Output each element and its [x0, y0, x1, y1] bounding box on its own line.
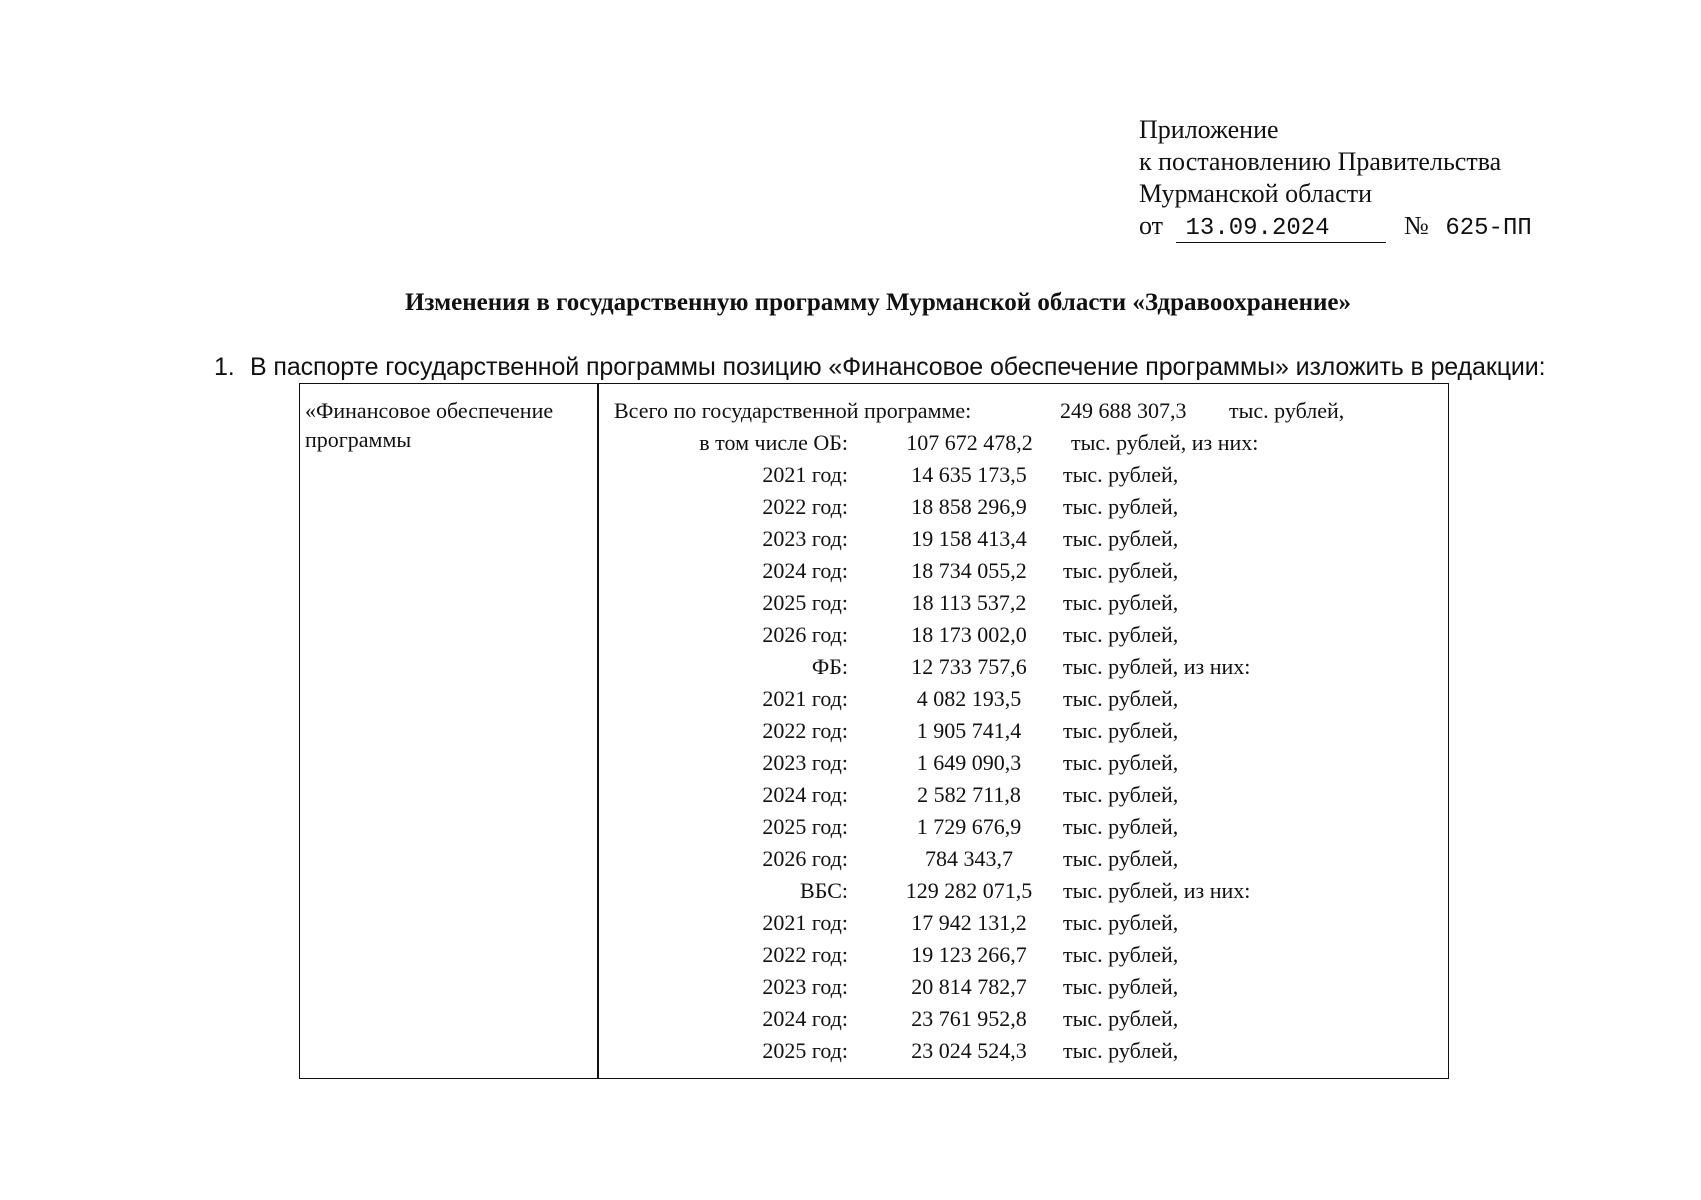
table-row [300, 940, 1448, 972]
table-row [300, 844, 1448, 876]
row-value: 17 942 131,2 [911, 910, 1027, 935]
table-row [300, 780, 1448, 812]
row-unit: тыс. рублей, [1063, 526, 1179, 551]
row-value: 1 905 741,4 [916, 718, 1022, 743]
resolution-date: 13.09.2024 [1176, 216, 1386, 243]
table-row [300, 428, 1448, 460]
annex-region-line: Мурманской области [1139, 179, 1372, 208]
row-unit: тыс. рублей, [1063, 590, 1179, 615]
resolution-number: 625-ПП [1445, 215, 1532, 242]
paragraph-item-1 [214, 352, 1545, 382]
document-title-wrap [0, 287, 1701, 319]
row-value: 249 688 307,3 [1060, 398, 1187, 423]
table-left-cell: «Финансовое обеспечение программы [305, 398, 554, 452]
table-row [300, 972, 1448, 1004]
row-unit: тыс. рублей, [1063, 1038, 1179, 1063]
table-row [300, 620, 1448, 652]
row-label: 2023 год: [762, 526, 848, 551]
row-unit: тыс. рублей, [1063, 910, 1179, 935]
table-row [300, 492, 1448, 524]
row-value: 2 582 711,8 [917, 782, 1021, 807]
row-unit: тыс. рублей, [1063, 686, 1179, 711]
row-label: ФБ: [811, 654, 848, 679]
row-unit: тыс. рублей, [1063, 462, 1179, 487]
row-label: 2021 год: [762, 462, 848, 487]
row-value: 18 858 296,9 [911, 494, 1027, 519]
row-label: 2024 год: [762, 1006, 848, 1031]
table-row [300, 908, 1448, 940]
row-value: 784 343,7 [925, 846, 1013, 871]
row-value: 14 635 173,5 [911, 462, 1027, 487]
row-unit: тыс. рублей, [1063, 558, 1179, 583]
row-value: 129 282 071,5 [905, 878, 1033, 903]
table-row [300, 1036, 1448, 1068]
row-value: 18 113 537,2 [911, 590, 1027, 615]
document-title: Изменения в государственную программу Мурманской области «Здравоохранение» [404, 289, 1352, 316]
table-row [300, 684, 1448, 716]
row-value: 1 649 090,3 [916, 750, 1022, 775]
row-label: 2022 год: [762, 718, 848, 743]
row-unit: тыс. рублей, [1063, 814, 1179, 839]
item-number: 1. [214, 353, 235, 381]
row-value: 23 024 524,3 [911, 1038, 1027, 1063]
row-unit: тыс. рублей, из них: [1063, 654, 1251, 679]
row-label: 2021 год: [762, 686, 848, 711]
table-row [300, 396, 1448, 428]
row-label: 2025 год: [762, 1038, 848, 1063]
table-row [300, 460, 1448, 492]
annex-ref-line: к постановлению Правительства [1139, 147, 1502, 176]
item-text: В паспорте государственной программы позицию «Финансовое обеспечение программы» изложить в редакции: [250, 353, 1546, 381]
row-label: 2026 год: [762, 622, 848, 647]
row-unit: тыс. рублей, [1063, 1006, 1179, 1031]
from-label: от [1139, 211, 1164, 240]
table-row [300, 524, 1448, 556]
row-label: 2022 год: [762, 494, 848, 519]
table-row [300, 716, 1448, 748]
row-value: 19 158 413,4 [911, 526, 1027, 551]
row-value: 4 082 193,5 [916, 686, 1022, 711]
row-value: 19 123 266,7 [911, 942, 1027, 967]
row-label: 2024 год: [762, 558, 848, 583]
financing-table [299, 383, 1449, 1079]
table-row [300, 876, 1448, 908]
annex-header [1139, 114, 1532, 243]
row-unit: тыс. рублей, [1063, 750, 1179, 775]
row-unit: тыс. рублей, из них: [1071, 430, 1259, 455]
table-row [300, 1004, 1448, 1036]
row-label: 2025 год: [762, 814, 848, 839]
table-row [300, 556, 1448, 588]
row-value: 18 173 002,0 [911, 622, 1027, 647]
row-value: 1 729 676,9 [916, 814, 1022, 839]
number-group [1404, 210, 1532, 242]
row-unit: тыс. рублей, [1063, 782, 1179, 807]
row-label: 2022 год: [762, 942, 848, 967]
row-unit: тыс. рублей, [1063, 622, 1179, 647]
annex-date-number-line [1139, 210, 1532, 243]
row-unit: тыс. рублей, [1063, 974, 1179, 999]
table-row [300, 748, 1448, 780]
row-unit: тыс. рублей, из них: [1063, 878, 1251, 903]
row-label: 2024 год: [762, 782, 848, 807]
row-value: 20 814 782,7 [911, 974, 1027, 999]
row-label: 2023 год: [762, 750, 848, 775]
row-label: 2023 год: [762, 974, 848, 999]
row-unit: тыс. рублей, [1229, 398, 1345, 423]
row-label: 2025 год: [762, 590, 848, 615]
table-row [300, 588, 1448, 620]
annex-title: Приложение [1139, 115, 1279, 144]
row-unit: тыс. рублей, [1063, 846, 1179, 871]
table-row [300, 812, 1448, 844]
number-label: № [1404, 211, 1429, 240]
row-label: 2021 год: [762, 910, 848, 935]
table-rows [300, 396, 1448, 1068]
row-label: 2026 год: [762, 846, 848, 871]
table-row [300, 652, 1448, 684]
row-unit: тыс. рублей, [1063, 942, 1179, 967]
row-label: Всего по государственной программе: [614, 398, 972, 423]
row-label: ВБС: [800, 878, 848, 903]
row-value: 23 761 952,8 [911, 1006, 1027, 1031]
row-value: 18 734 055,2 [911, 558, 1027, 583]
row-unit: тыс. рублей, [1063, 494, 1179, 519]
row-value: 107 672 478,2 [906, 430, 1033, 455]
row-unit: тыс. рублей, [1063, 718, 1179, 743]
row-value: 12 733 757,6 [911, 654, 1027, 679]
row-label: в том числе ОБ: [699, 430, 848, 455]
